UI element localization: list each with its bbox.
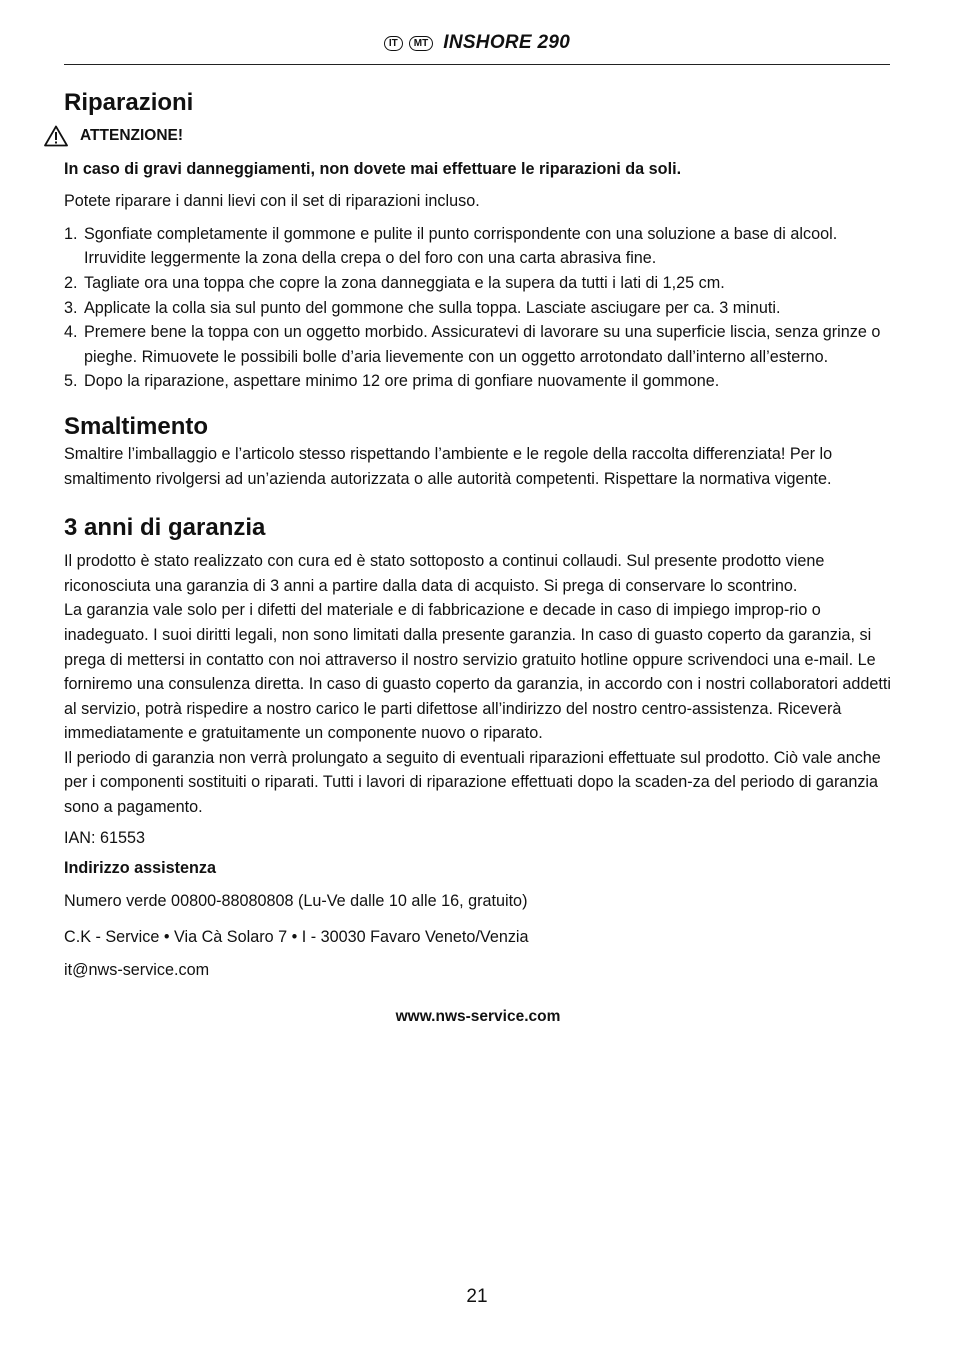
list-item: 5. Dopo la riparazione, aspettare minimo 12 ore prima di gonfiare nuovamente il gommone. xyxy=(64,372,720,391)
list-item: 2. Tagliate ora una toppa che copre la zona danneggiata e la supera da tutti i lati di 1,25 cm. xyxy=(64,273,725,292)
service-hotline: Numero verde 00800-88080808 (Lu-Ve dalle 10 alle 16, gratuito) xyxy=(64,891,528,910)
warranty-paragraph-3: Il periodo di garanzia non verrà prolungato a seguito di eventuali riparazioni effettuate sul prodotto. Ciò vale anche per i componenti sostituiti o riparati. Tutti i lavori di riparazione effettuati dopo la scaden-za del periodo di garanzia sono a pagamento. xyxy=(64,748,881,817)
product-title: INSHORE 290 xyxy=(443,32,571,53)
page-number: 21 xyxy=(466,1286,488,1307)
warranty-paragraph-1: Il prodotto è stato realizzato con cura ed è stato sottoposto a continui collaudi. Sul presente prodotto viene riconosciuta una garanzia di 3 anni a partire dalla data di acquisto. Si prega di conservare lo scontrino. xyxy=(64,552,825,595)
service-heading: Indirizzo assistenza xyxy=(64,859,217,878)
warranty-heading: 3 anni di garanzia xyxy=(64,514,266,542)
repairs-intro: Potete riparare i danni lievi con il set di riparazioni incluso. xyxy=(64,192,480,211)
warning-row xyxy=(44,124,892,149)
list-item: 3. Applicate la colla sia sul punto del gommone che sulla toppa. Lasciate asciugare per ca. 3 minuti. xyxy=(64,298,781,317)
page-header xyxy=(64,28,890,65)
disposal-text: Smaltire l’imballaggio e l’articolo stesso rispettando l’ambiente e le regole della raccolta differenziata! Per lo smaltimento rivolgersi ad un’azienda autorizzata o alle autorità competenti. Rispettare la normativa vigente. xyxy=(64,444,833,488)
ian-number: IAN: 61553 xyxy=(64,828,145,847)
warning-triangle-icon xyxy=(44,125,68,147)
language-badge-it: IT xyxy=(384,36,403,51)
repair-steps-list xyxy=(64,222,892,394)
disposal-heading: Smaltimento xyxy=(64,412,209,440)
service-email[interactable]: it@nws-service.com xyxy=(64,961,210,980)
warning-text: In caso di gravi danneggiamenti, non dovete mai effettuare le riparazioni da soli. xyxy=(64,159,682,178)
repairs-heading: Riparazioni xyxy=(64,89,194,116)
warranty-paragraph-2: La garanzia vale solo per i difetti del materiale e di fabbricazione e decade in caso di impiego improp-rio o inadeguato. I suoi diritti legali, non sono limitati dalla presente garanzia. In caso di guasto coperto da garanzia, si prega di mettersi in contatto con noi attraverso il nostro servizio gratuito hotline oppure scrivendoci una e-mail. Le forniremo una consulenza diretta. In caso di guasto coperto da garanzia, in accordo con i nostri collaboratori addetti al servizio, potrà rispedire a nostro carico le parti difettose all’indirizzo del nostro centro-assistenza. Riceverà immediatamente e gratuitamente un componente nuovo o riparato. xyxy=(64,601,891,743)
list-item: 1. Sgonfiate completamente il gommone e pulite il punto corrispondente con una soluzione a base di alcool. Irruvidite leggermente la zona della crepa o del foro con una carta abrasiva fine. xyxy=(64,224,838,268)
service-address: C.K - Service • Via Cà Solaro 7 • I - 30030 Favaro Veneto/Venzia xyxy=(64,928,529,947)
list-item: 4. Premere bene la toppa con un oggetto morbido. Assicuratevi di lavorare su una superficie liscia, senza grinze o pieghe. Rimuovete le possibili bolle d’aria lievemente con un oggetto arrotondato dall’interno all’esterno. xyxy=(64,323,881,366)
language-badge-mt: MT xyxy=(409,36,433,51)
service-website-link[interactable]: www.nws-service.com xyxy=(395,1007,561,1025)
warning-title: ATTENZIONE! xyxy=(80,127,184,144)
page-content xyxy=(64,88,892,1029)
